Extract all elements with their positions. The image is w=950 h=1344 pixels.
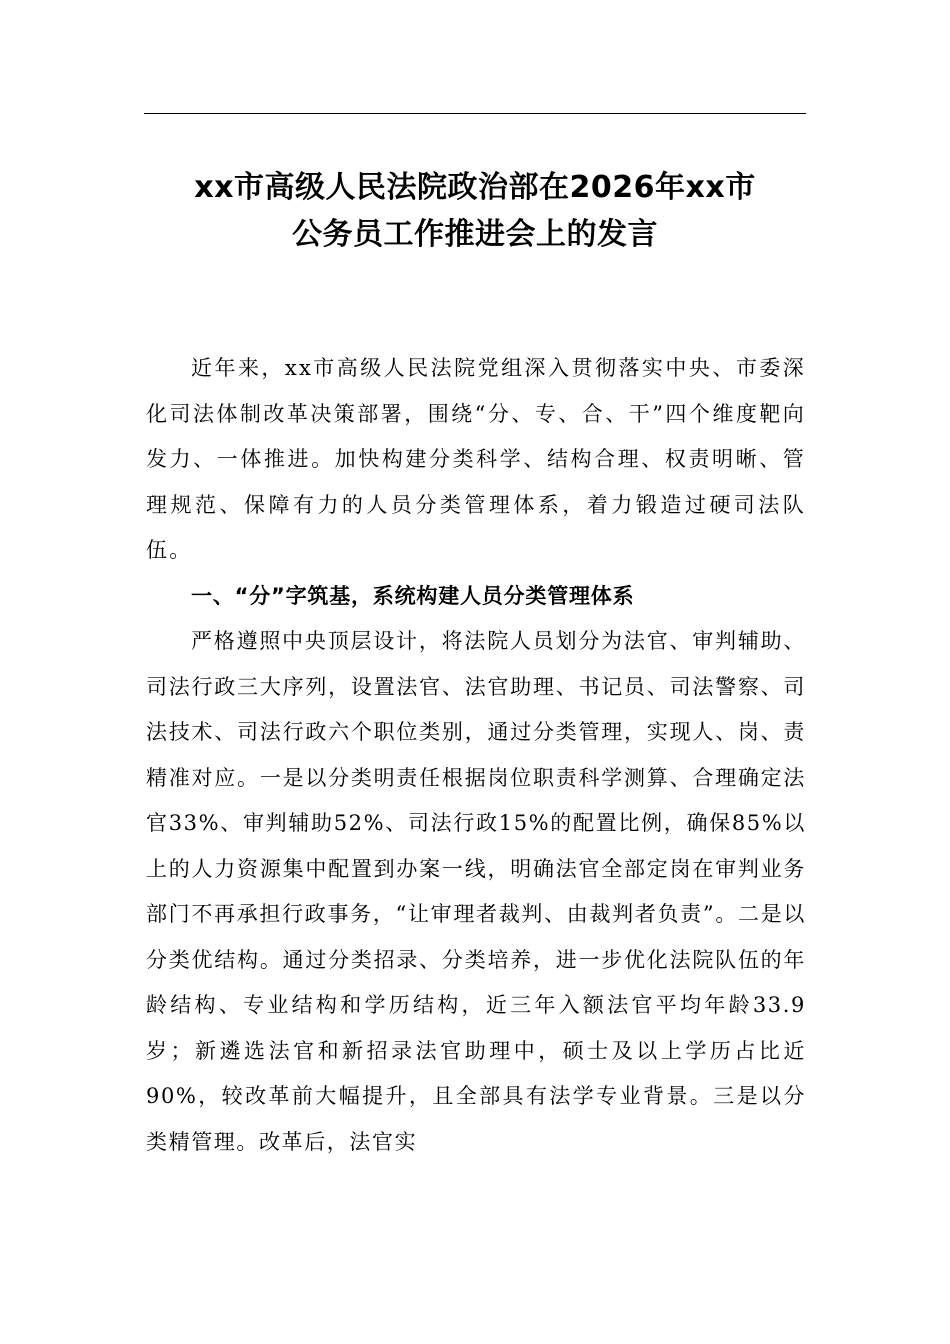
header-rule [144, 113, 806, 114]
section-1-heading: 一、“分”字筑基，系统构建人员分类管理体系 [191, 583, 635, 608]
document-title [120, 164, 830, 258]
section-1-paragraph: 严格遵照中央顶层设计，将法院人员划分为法官、审判辅助、司法行政三大序列，设置法官、法官助理、书记员、司法警察、司法技术、司法行政六个职位类别，通过分类管理，实现人、岗、责精准对应。一是以分类明责任根据岗位职责科学测算、合理确定法官33%、审判辅助52%、司法行政15%的配置比例，确保85%以上的人力资源集中配置到办案一线，明确法官全部定岗在审判业务部门不再承担行政事务，“让审理者裁判、由裁判者负责”。二是以分类优结构。通过分类招录、分类培养，进一步优化法院队伍的年龄结构、专业结构和学历结构，近三年入额法官平均年龄33.9岁；新遴选法官和新招录法官助理中，硕士及以上学历占比近90%，较改革前大幅提升，且全部具有法学专业背景。三是以分类精管理。改革后，法官实 [146, 629, 806, 1154]
document-body [146, 346, 806, 1165]
intro-paragraph: 近年来，xx市高级人民法院党组深入贯彻落实中央、市委深化司法体制改革决策部署，围绕“分、专、合、干”四个维度靶向发力、一体推进。加快构建分类科学、结构合理、权责明晰、管理规范、保障有力的人员分类管理体系，着力锻造过硬司法队伍。 [146, 356, 806, 562]
title-line-2: 公务员工作推进会上的发言 [292, 217, 658, 252]
title-line-1: xx市高级人民法院政治部在2026年xx市 [194, 170, 756, 205]
